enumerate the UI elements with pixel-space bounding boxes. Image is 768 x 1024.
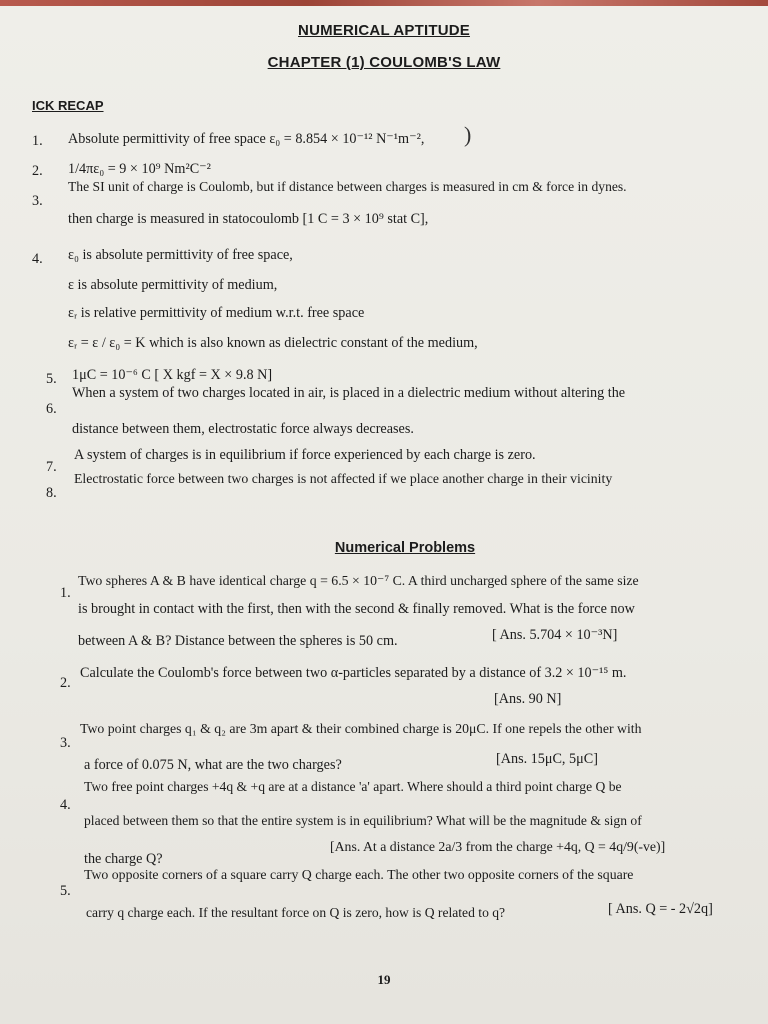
top-edge-band bbox=[0, 0, 768, 6]
recap-number: 7. bbox=[46, 459, 57, 475]
recap-line: distance between them, electrostatic force always decreases. bbox=[72, 421, 414, 437]
recap-number: 1. bbox=[32, 133, 43, 149]
problem-number: 2. bbox=[60, 675, 71, 691]
recap-line: ε₀ is absolute permittivity of free space, bbox=[68, 247, 293, 263]
recap-number: 2. bbox=[32, 163, 43, 179]
problem-line: Two free point charges +4q & +q are at a distance 'a' apart. Where should a third point charge Q be bbox=[84, 779, 622, 794]
chapter-title: CHAPTER (1) COULOMB'S LAW bbox=[267, 54, 501, 71]
recap-line: The SI unit of charge is Coulomb, but if distance between charges is measured in cm & force in dynes. bbox=[68, 179, 627, 194]
problems-heading: Numerical Problems bbox=[334, 540, 476, 556]
problem-line: placed between them so that the entire system is in equilibrium? What will be the magnitude & sign of bbox=[84, 813, 642, 828]
recap-line: εᵣ = ε / ε₀ = K which is also known as dielectric constant of the medium, bbox=[68, 335, 478, 351]
recap-number: 8. bbox=[46, 485, 57, 501]
problem-number: 4. bbox=[60, 797, 71, 813]
problem-number: 5. bbox=[60, 883, 71, 899]
problem-line: Two spheres A & B have identical charge q = 6.5 × 10⁻⁷ C. A third uncharged sphere of the same size bbox=[78, 573, 639, 588]
recap-number: 4. bbox=[32, 251, 43, 267]
recap-line: Absolute permittivity of free space ε₀ = 8.854 × 10⁻¹² N⁻¹m⁻², bbox=[68, 131, 425, 147]
problem-answer: [Ans. 90 N] bbox=[494, 691, 562, 707]
recap-line: Electrostatic force between two charges is not affected if we place another charge in their vicinity bbox=[74, 471, 613, 486]
recap-line: then charge is measured in statocoulomb [1 C = 3 × 10⁹ stat C], bbox=[68, 211, 429, 227]
problem-number: 3. bbox=[60, 735, 71, 751]
problem-line: carry q charge each. If the resultant force on Q is zero, how is Q related to q? bbox=[86, 905, 506, 920]
problem-line: a force of 0.075 N, what are the two charges? bbox=[84, 757, 342, 773]
recap-line: ε is absolute permittivity of medium, bbox=[68, 277, 278, 293]
page-number: 19 bbox=[377, 972, 391, 987]
problem-line: the charge Q? bbox=[84, 851, 163, 867]
recap-number: 3. bbox=[32, 193, 43, 209]
problem-answer: [ Ans. 5.704 × 10⁻³N] bbox=[492, 627, 618, 643]
problem-line: between A & B? Distance between the spheres is 50 cm. bbox=[78, 633, 398, 649]
problem-line: Calculate the Coulomb's force between two α-particles separated by a distance of 3.2 × 10⁻¹⁵ m. bbox=[80, 665, 627, 681]
problem-answer: [Ans. 15μC, 5μC] bbox=[496, 751, 598, 767]
problem-line: is brought in contact with the first, then with the second & finally removed. What is the force now bbox=[78, 601, 635, 617]
problem-answer: [Ans. At a distance 2a/3 from the charge +4q, Q = 4q/9(-ve)] bbox=[330, 839, 666, 854]
recap-line: 1/4πε₀ = 9 × 10⁹ Nm²C⁻² bbox=[68, 161, 211, 177]
recap-line: εᵣ is relative permittivity of medium w.r.t. free space bbox=[68, 305, 365, 321]
page-title: NUMERICAL APTITUDE bbox=[298, 22, 470, 39]
recap-number: 6. bbox=[46, 401, 57, 417]
recap-heading: ICK RECAP bbox=[32, 98, 104, 113]
problem-answer: [ Ans. Q = - 2√2q] bbox=[608, 901, 713, 917]
brace-mark: ) bbox=[464, 122, 472, 147]
problem-line: Two point charges q₁ & q₂ are 3m apart & their combined charge is 20μC. If one repels the other with bbox=[80, 721, 642, 736]
recap-line: When a system of two charges located in air, is placed in a dielectric medium without altering the bbox=[72, 385, 626, 401]
problem-line: Two opposite corners of a square carry Q charge each. The other two opposite corners of the square bbox=[84, 867, 634, 882]
recap-line: A system of charges is in equilibrium if force experienced by each charge is zero. bbox=[74, 447, 536, 463]
problem-number: 1. bbox=[60, 585, 71, 601]
recap-line: 1μC = 10⁻⁶ C [ X kgf = X × 9.8 N] bbox=[72, 367, 273, 383]
recap-number: 5. bbox=[46, 371, 57, 387]
